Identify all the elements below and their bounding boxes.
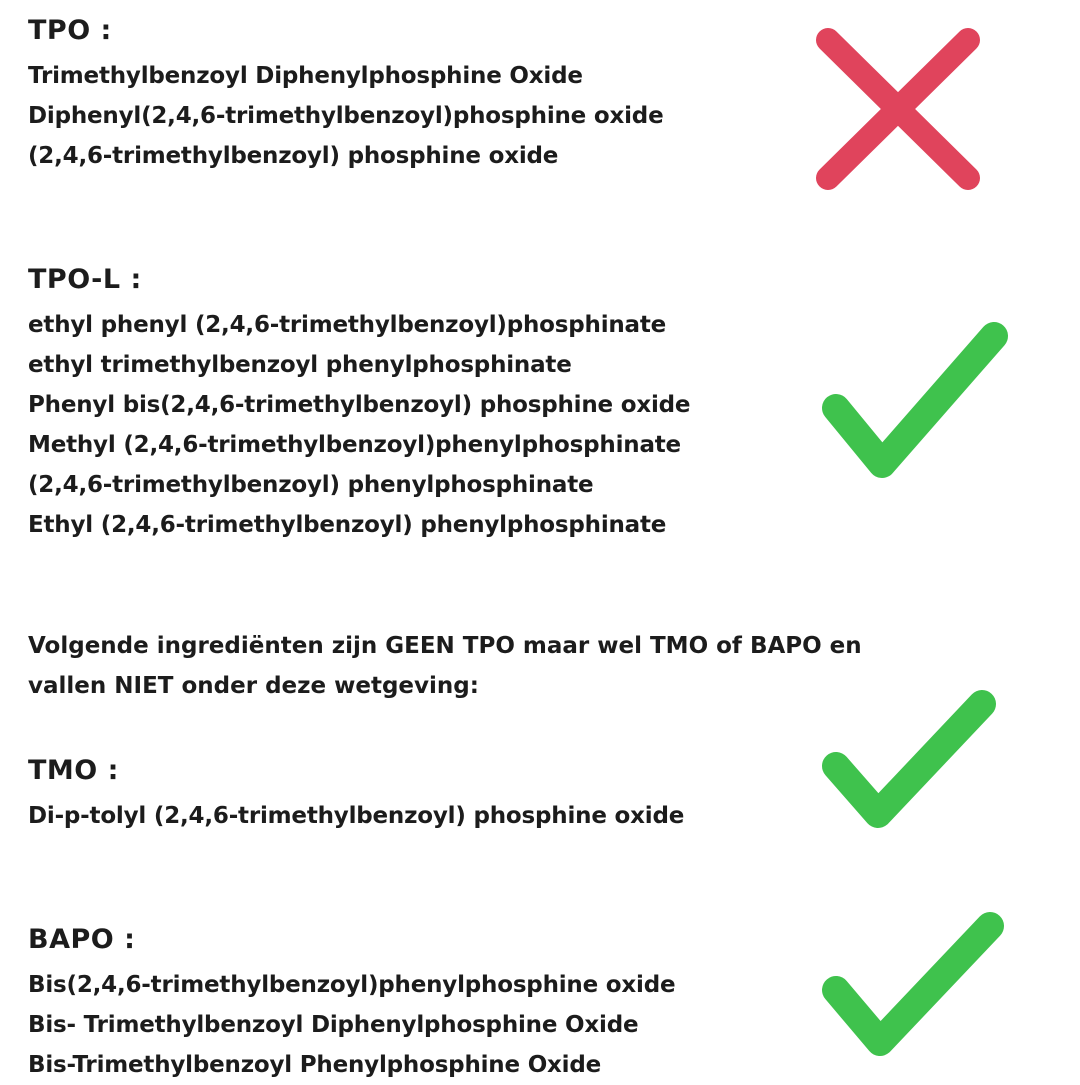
tmo-heading: TMO : <box>28 755 119 786</box>
tpo-l-section <box>28 263 690 545</box>
tpo-heading: TPO : <box>28 15 112 46</box>
tpo-l-line: (2,4,6-trimethylbenzoyl) phenylphosphinate <box>28 472 594 498</box>
tpo-l-line: Ethyl (2,4,6-trimethylbenzoyl) phenylphosphinate <box>28 512 667 538</box>
bapo-heading: BAPO : <box>28 924 136 955</box>
bapo-section <box>28 923 675 1085</box>
tpo-lines <box>28 56 663 176</box>
checkmark-icon <box>812 316 1012 486</box>
tpo-l-heading: TPO-L : <box>28 264 142 295</box>
tpo-l-lines <box>28 305 690 545</box>
cross-icon <box>812 26 984 192</box>
tpo-l-line: Phenyl bis(2,4,6-trimethylbenzoyl) phosphine oxide <box>28 392 691 418</box>
note-line: vallen NIET onder deze wetgeving: <box>28 673 479 699</box>
tmo-lines <box>28 796 684 836</box>
tmo-section <box>28 754 684 836</box>
checkmark-icon <box>812 686 1002 836</box>
tpo-l-line: Methyl (2,4,6-trimethylbenzoyl)phenylphosphinate <box>28 432 681 458</box>
tpo-line: Trimethylbenzoyl Diphenylphosphine Oxide <box>28 63 583 89</box>
bapo-line: Bis(2,4,6-trimethylbenzoyl)phenylphosphine oxide <box>28 972 676 998</box>
tpo-l-line: ethyl phenyl (2,4,6-trimethylbenzoyl)phosphinate <box>28 312 667 338</box>
exemption-note <box>28 626 862 706</box>
checkmark-icon <box>812 906 1012 1066</box>
bapo-line: Bis-Trimethylbenzoyl Phenylphosphine Oxide <box>28 1052 602 1078</box>
tmo-line: Di-p-tolyl (2,4,6-trimethylbenzoyl) phosphine oxide <box>28 803 685 829</box>
tpo-line: Diphenyl(2,4,6-trimethylbenzoyl)phosphine oxide <box>28 103 664 129</box>
note-line: Volgende ingrediënten zijn GEEN TPO maar wel TMO of BAPO en <box>28 633 862 659</box>
bapo-lines <box>28 965 675 1085</box>
bapo-line: Bis- Trimethylbenzoyl Diphenylphosphine Oxide <box>28 1012 639 1038</box>
tpo-l-line: ethyl trimethylbenzoyl phenylphosphinate <box>28 352 572 378</box>
tpo-section <box>28 14 663 176</box>
tpo-line: (2,4,6-trimethylbenzoyl) phosphine oxide <box>28 143 559 169</box>
